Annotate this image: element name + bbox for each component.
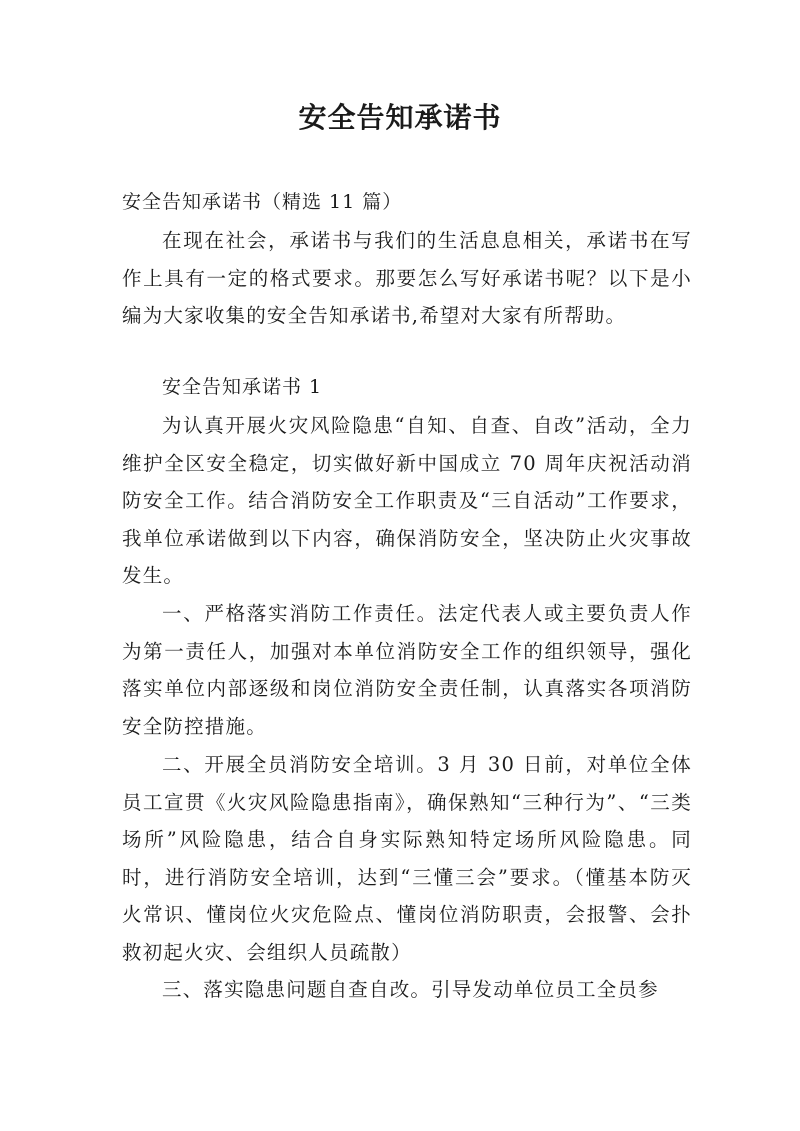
body-paragraph-3: 二、开展全员消防安全培训。3 月 30 日前，对单位全体员工宣贯《火灾风险隐患指南》，确保熟知“三种行为”、“三类场所”风险隐患，结合自身实际熟知特定场所风险隐患。同时，进行消防安全培训，达到“三懂三会”要求。（懂基本防灭火常识、懂岗位火灾危险点、懂岗位消防职责，会报警、会扑救初起火灾、会组织人员疏散） — [122, 753, 692, 964]
intro-paragraph: 在现在社会，承诺书与我们的生活息息相关，承诺书在写作上具有一定的格式要求。那要怎么写好承诺书呢？以下是小编为大家收集的安全告知承诺书,希望对大家有所帮助。 — [122, 229, 692, 327]
document-title: 安全告知承诺书 — [298, 101, 502, 134]
section-heading: 安全告知承诺书 1 — [162, 376, 323, 398]
body-paragraph-1: 为认真开展火灾风险隐患“自知、自查、自改”活动，全力维护全区安全稳定，切实做好新中国成立 70 周年庆祝活动消防安全工作。结合消防安全工作职责及“三自活动”工作要求，我单位承诺做到以下内容，确保消防安全，坚决防止火灾事故发生。 — [122, 414, 692, 587]
body-paragraph-4: 三、落实隐患问题自查自改。引导发动单位员工全员参 — [162, 978, 659, 1001]
document-subtitle: 安全告知承诺书（精选 11 篇） — [122, 191, 403, 213]
body-paragraph-2: 一、严格落实消防工作责任。法定代表人或主要负责人作为第一责任人，加强对本单位消防安全工作的组织领导，强化落实单位内部逐级和岗位消防安全责任制，认真落实各项消防安全防控措施。 — [122, 602, 692, 738]
